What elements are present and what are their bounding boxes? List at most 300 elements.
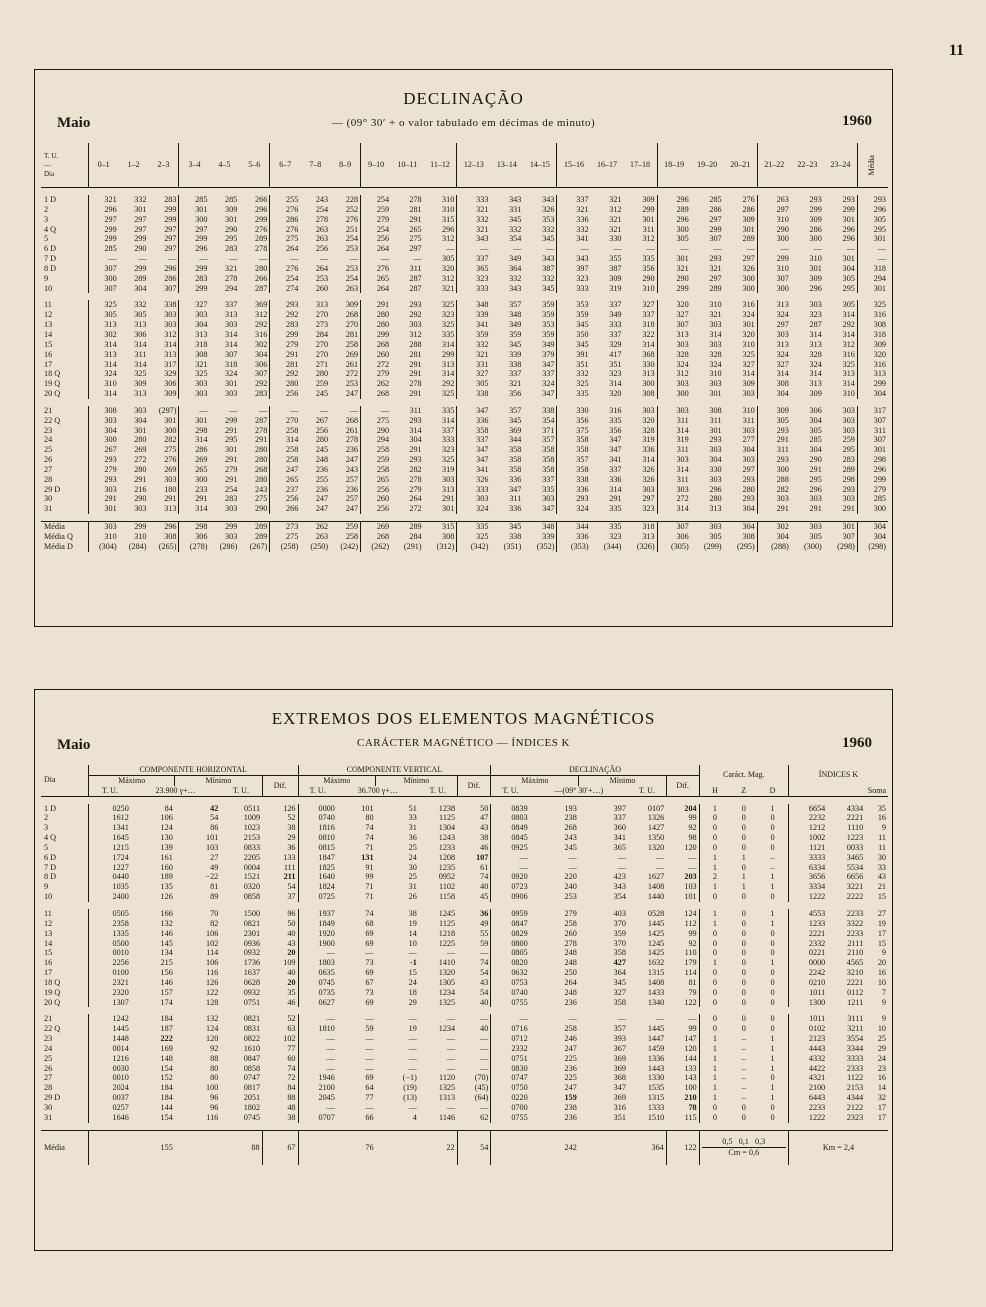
value-cell: 154 xyxy=(160,1112,173,1122)
value-cell: 310 xyxy=(642,283,655,293)
value-cell: 304 xyxy=(88,426,119,436)
value-cell: 312 xyxy=(255,310,268,320)
value-cell: 264 xyxy=(361,244,392,254)
value-cell: 96 xyxy=(210,1093,219,1103)
value-cell: 253 xyxy=(564,892,577,902)
value-cell: 1035 xyxy=(89,882,131,892)
value-cell: 99 xyxy=(688,813,697,823)
value-cell: 300 xyxy=(742,283,755,293)
value-cell: 297 xyxy=(134,224,147,234)
value-cell: 337 xyxy=(609,464,622,474)
table-row xyxy=(41,465,888,475)
summary-cell: 344 xyxy=(557,522,591,532)
tu-header: T. U. xyxy=(298,786,337,796)
day-label: 17 xyxy=(44,968,53,978)
value-cell: 304 xyxy=(842,263,855,273)
value-cell: 357 xyxy=(613,1024,626,1034)
value-cell: — xyxy=(546,244,555,254)
value-cell: 16 xyxy=(877,813,886,823)
value-cell: 272 xyxy=(657,494,691,504)
value-cell: 323 xyxy=(642,504,655,514)
value-cell: 33 xyxy=(408,813,417,823)
day-label: 2 xyxy=(44,813,49,823)
value-cell: 3334 xyxy=(788,882,827,892)
value-cell: 303 xyxy=(179,310,210,320)
value-cell: 307 xyxy=(255,369,268,379)
table-row xyxy=(41,330,888,340)
summary-cell: (299) xyxy=(703,541,722,551)
value-cell: 304 xyxy=(809,415,822,425)
value-cell: 0 xyxy=(741,892,746,902)
value-cell: 42 xyxy=(210,803,219,813)
value-cell: 46 xyxy=(287,997,296,1007)
value-cell: 307 xyxy=(757,274,791,284)
table-row xyxy=(41,968,888,978)
value-cell: 17 xyxy=(877,1112,886,1122)
value-cell: 338 xyxy=(164,300,177,310)
value-cell: 291 xyxy=(442,494,455,504)
value-cell: 71 xyxy=(365,842,374,852)
table-row xyxy=(41,939,888,949)
value-cell: 159 xyxy=(564,1093,577,1103)
value-cell: 276 xyxy=(255,224,268,234)
value-cell: — xyxy=(813,244,822,254)
value-cell: 3322 xyxy=(846,918,864,928)
value-cell: 283 xyxy=(255,389,268,399)
value-cell: 310 xyxy=(757,264,791,274)
value-cell: 280 xyxy=(255,263,268,273)
value-cell: 303 xyxy=(742,389,755,399)
value-cell: 263 xyxy=(315,234,329,244)
value-cell: 264 xyxy=(564,977,577,987)
value-cell: 0 xyxy=(699,948,730,958)
value-cell: 2045 xyxy=(298,1093,337,1103)
value-cell: 4553 xyxy=(788,909,827,919)
value-cell: 331 xyxy=(457,360,491,370)
value-cell: – xyxy=(741,1034,746,1044)
minimo-header: Mínimo xyxy=(579,775,666,785)
value-cell: 258 xyxy=(361,445,392,455)
value-cell: 324 xyxy=(742,310,755,320)
value-cell: 301 xyxy=(809,263,822,273)
value-cell: 16 xyxy=(877,968,886,978)
value-cell: 61 xyxy=(480,862,489,872)
value-cell: 0740 xyxy=(298,813,337,823)
summary-cell: 306 xyxy=(179,532,210,542)
value-cell: 324 xyxy=(457,504,491,514)
value-cell: 1802 xyxy=(243,1103,261,1112)
value-cell: — xyxy=(298,1014,337,1024)
value-cell: 0 xyxy=(741,977,746,987)
value-cell: 145 xyxy=(160,938,173,948)
value-cell: 51 xyxy=(408,803,417,813)
value-cell: 86 xyxy=(210,823,219,833)
summary-row xyxy=(41,542,888,552)
value-cell: 341 xyxy=(557,234,591,244)
declinacao-header: DECLINAÇÃO xyxy=(491,765,699,775)
value-cell: 300 xyxy=(164,425,177,435)
value-cell: 291 xyxy=(88,494,119,504)
value-cell: 16 xyxy=(877,1073,886,1083)
value-cell: 357 xyxy=(509,300,522,310)
value-cell: 321 xyxy=(225,263,238,273)
value-cell: 0030 xyxy=(89,1064,131,1074)
value-cell: 29 xyxy=(287,833,296,843)
minimo-header: Mínimo xyxy=(376,775,458,785)
value-cell: 286 xyxy=(179,445,210,455)
value-cell: 254 xyxy=(270,274,301,284)
value-cell: 287 xyxy=(409,273,422,283)
value-cell: 1 xyxy=(699,1064,730,1074)
value-cell: 341 xyxy=(609,455,622,465)
value-cell: 1810 xyxy=(298,1024,337,1034)
value-cell: 300 xyxy=(642,379,655,389)
value-cell: 330 xyxy=(557,406,591,416)
value-cell: 303 xyxy=(134,405,147,415)
value-cell: 314 xyxy=(842,310,855,320)
table-row xyxy=(41,998,888,1008)
value-cell: 356 xyxy=(557,416,591,426)
table-row xyxy=(41,1103,888,1113)
value-cell: 256 xyxy=(315,244,329,254)
summary-cell: 305 xyxy=(809,532,822,541)
value-cell: 304 xyxy=(409,435,422,445)
value-cell: 1341 xyxy=(89,823,131,833)
value-cell: 308 xyxy=(857,320,888,330)
day-label: 1 D xyxy=(44,803,57,813)
value-cell: 0 xyxy=(741,803,746,813)
table-row xyxy=(41,379,888,389)
value-cell: 292 xyxy=(442,379,455,389)
value-cell: 307 xyxy=(857,416,888,426)
value-cell: 264 xyxy=(409,494,422,504)
value-cell: 314 xyxy=(225,339,238,349)
value-cell: 2358 xyxy=(89,919,131,929)
value-cell: 0 xyxy=(741,908,746,918)
value-cell: 2153 xyxy=(243,833,261,843)
value-cell: 299 xyxy=(134,234,147,244)
value-cell: 290 xyxy=(809,455,822,465)
value-cell: 4321 xyxy=(788,1073,827,1083)
value-cell: 286 xyxy=(709,204,722,214)
value-cell: 301 xyxy=(134,425,147,435)
value-cell: 236 xyxy=(564,1063,577,1073)
value-cell: 23 xyxy=(877,1063,886,1073)
value-cell: 1 xyxy=(699,853,730,863)
value-cell: 325 xyxy=(442,455,455,465)
value-cell: 0635 xyxy=(298,968,337,978)
summary-row xyxy=(41,532,888,542)
value-cell: 228 xyxy=(345,195,359,204)
value-cell: 297 xyxy=(742,254,755,264)
value-cell: 0751 xyxy=(491,1054,530,1064)
value-cell: 0220 xyxy=(491,1093,530,1103)
caract-media-values: 0,5 0,1 0,3 xyxy=(702,1137,786,1148)
value-cell: 292 xyxy=(255,379,268,389)
value-cell: 310 xyxy=(742,405,755,415)
value-cell: 60 xyxy=(287,1053,296,1063)
summary-cell: 303 xyxy=(225,532,238,541)
summary-cell: 308 xyxy=(442,532,455,541)
value-cell: 247 xyxy=(315,494,329,504)
value-cell: 278 xyxy=(255,425,268,435)
value-cell: — xyxy=(617,862,626,872)
value-cell: 296 xyxy=(88,205,119,215)
value-cell: 358 xyxy=(542,455,555,465)
value-cell: 256 xyxy=(361,504,392,514)
summary-label: Média xyxy=(44,522,65,532)
value-cell: 25 xyxy=(877,1034,886,1044)
value-cell: 303 xyxy=(742,425,755,435)
value-cell: 0 xyxy=(741,1103,746,1112)
table-row xyxy=(41,406,888,416)
value-cell: 312 xyxy=(657,369,691,379)
value-cell: 96 xyxy=(287,908,296,918)
value-cell: 302 xyxy=(255,339,268,349)
value-cell: 332 xyxy=(457,340,491,350)
value-cell: 9 xyxy=(881,823,886,833)
value-cell: 260 xyxy=(361,350,392,360)
value-cell: 324 xyxy=(657,360,691,370)
value-cell: 291 xyxy=(361,300,392,310)
value-cell: 0 xyxy=(699,988,730,998)
value-cell: 32 xyxy=(877,1093,886,1103)
base-header: —(09° 30′+…) xyxy=(554,785,604,795)
value-cell: 0 xyxy=(770,1073,775,1083)
value-cell: — xyxy=(568,862,577,872)
value-cell: 303 xyxy=(842,415,855,425)
value-cell: 309 xyxy=(642,195,655,204)
declinacao-grid xyxy=(41,143,888,552)
value-cell: 359 xyxy=(557,310,591,320)
value-cell: 3221 xyxy=(846,882,864,892)
value-cell: 0221 xyxy=(788,948,827,958)
value-cell: 0500 xyxy=(89,939,131,949)
value-cell: 1 xyxy=(699,1073,730,1083)
value-cell: 321 xyxy=(442,283,455,293)
value-cell: 303 xyxy=(842,425,855,435)
summary-label: Média D xyxy=(44,541,73,551)
value-cell: 271 xyxy=(315,359,329,369)
hour-header: 12–13 xyxy=(457,143,491,188)
value-cell: 296 xyxy=(857,205,888,215)
value-cell: — xyxy=(688,862,697,872)
value-cell: 303 xyxy=(164,320,177,330)
summary-cell: (278) xyxy=(179,542,210,552)
extremos-table xyxy=(34,689,893,1251)
hour-header: 5–6 xyxy=(248,160,261,170)
value-cell: 146 xyxy=(160,977,173,987)
value-cell: 247 xyxy=(270,465,301,475)
value-cell: 131 xyxy=(361,852,374,862)
value-cell: 1218 xyxy=(438,928,456,938)
value-cell: 248 xyxy=(564,948,577,958)
value-cell: 1440 xyxy=(647,892,665,902)
value-cell: 291 xyxy=(225,455,238,465)
value-cell: 0817 xyxy=(243,1083,261,1093)
value-cell: 2221 xyxy=(788,929,827,939)
value-cell: 305 xyxy=(842,300,855,310)
hour-header: 7–8 xyxy=(309,160,322,170)
value-cell: 293 xyxy=(757,426,791,436)
value-cell: 304 xyxy=(179,320,210,330)
value-cell: 270 xyxy=(315,310,329,320)
hour-header: 13–14 xyxy=(496,160,517,170)
value-cell: 330 xyxy=(709,464,722,474)
value-cell: 25 xyxy=(408,842,417,852)
value-cell: 379 xyxy=(542,349,555,359)
value-cell: 9 xyxy=(881,997,886,1007)
value-cell: 314 xyxy=(742,369,755,379)
value-cell: 353 xyxy=(542,320,555,330)
value-cell: 314 xyxy=(609,484,622,494)
value-cell: 358 xyxy=(557,465,591,475)
value-cell: 1158 xyxy=(439,892,456,902)
value-cell: 154 xyxy=(160,1063,173,1073)
value-cell: – xyxy=(741,1093,746,1103)
day-label: 19 Q xyxy=(44,379,61,389)
vertical-header: COMPONENTE VERTICAL xyxy=(298,765,491,775)
value-cell: 323 xyxy=(442,310,455,320)
value-cell: -1 xyxy=(409,958,417,968)
value-cell: 247 xyxy=(345,455,359,465)
value-cell: 293 xyxy=(757,455,791,465)
day-label: 23 xyxy=(44,425,53,435)
tu-header: T. U. xyxy=(429,785,446,795)
value-cell: — xyxy=(179,254,210,264)
table-row xyxy=(41,813,888,823)
day-label: 20 Q xyxy=(44,389,61,399)
value-cell: 281 xyxy=(409,349,422,359)
summary-cell: 313 xyxy=(642,532,655,541)
value-cell: 71 xyxy=(365,882,374,892)
value-cell: 1937 xyxy=(298,909,337,919)
value-cell: 27 xyxy=(877,908,886,918)
value-cell: 320 xyxy=(657,300,691,310)
value-cell: 1315 xyxy=(647,1093,665,1103)
value-cell: 73 xyxy=(365,958,374,968)
value-cell: 324 xyxy=(88,369,119,379)
value-cell: 297 xyxy=(409,244,422,254)
value-cell: 291 xyxy=(409,445,422,455)
value-cell: 303 xyxy=(164,474,177,484)
hour-header: 19–20 xyxy=(697,160,718,170)
value-cell: — xyxy=(365,1103,374,1112)
value-cell: 1849 xyxy=(298,919,337,929)
value-cell: — xyxy=(365,1034,374,1044)
day-header-part: T. U. xyxy=(44,151,59,160)
value-cell: – xyxy=(741,1083,746,1093)
value-cell: 332 xyxy=(509,273,522,283)
value-cell: 306 xyxy=(809,405,822,415)
value-cell: 1330 xyxy=(647,1073,665,1083)
value-cell: 305 xyxy=(842,273,855,283)
value-cell: 74 xyxy=(365,833,374,843)
value-cell: 314 xyxy=(809,369,822,379)
value-cell: 289 xyxy=(842,464,855,474)
summary-cell: (258) xyxy=(270,542,301,552)
value-cell: 1245 xyxy=(647,938,665,948)
value-cell: 313 xyxy=(164,349,177,359)
value-cell: 275 xyxy=(409,234,422,244)
value-cell: 300 xyxy=(88,435,119,445)
day-label: 26 xyxy=(44,1063,53,1073)
value-cell: 1223 xyxy=(846,833,864,843)
value-cell: — xyxy=(138,254,147,264)
summary-row xyxy=(41,522,888,532)
summary-cell: 296 xyxy=(164,522,177,532)
value-cell: 345 xyxy=(542,283,555,293)
value-cell: 279 xyxy=(361,369,392,379)
value-cell: 337 xyxy=(609,300,622,310)
day-label: 4 Q xyxy=(44,224,57,234)
value-cell: 261 xyxy=(345,425,359,435)
day-label: 11 xyxy=(44,908,52,918)
value-cell: 314 xyxy=(134,359,147,369)
value-cell: 0815 xyxy=(298,843,337,853)
value-cell: 290 xyxy=(657,274,691,284)
value-cell: 0755 xyxy=(491,1113,530,1123)
value-cell: 325 xyxy=(179,369,210,379)
value-cell: 240 xyxy=(564,882,577,892)
value-cell: 311 xyxy=(857,426,888,436)
value-cell: 70 xyxy=(210,908,219,918)
value-cell: 63 xyxy=(287,1024,296,1034)
value-cell: 73 xyxy=(365,987,374,997)
value-cell: 304 xyxy=(742,504,755,514)
value-cell: 280 xyxy=(361,310,392,320)
value-cell: 339 xyxy=(509,349,522,359)
value-cell: 299 xyxy=(809,204,822,214)
value-cell: 24 xyxy=(408,977,417,987)
value-cell: 1 xyxy=(741,852,746,862)
value-cell: 2051 xyxy=(243,1093,261,1103)
value-cell: 166 xyxy=(160,908,173,918)
value-cell: — xyxy=(491,853,530,863)
value-cell: 0 xyxy=(741,813,746,823)
value-cell: 391 xyxy=(557,350,591,360)
value-cell: 359 xyxy=(509,329,522,339)
value-cell: 316 xyxy=(613,1103,626,1112)
value-cell: 397 xyxy=(557,264,591,274)
value-cell: 110 xyxy=(684,948,697,958)
day-label: 27 xyxy=(44,464,53,474)
value-cell: 2123 xyxy=(788,1034,827,1044)
value-cell: 293 xyxy=(409,300,422,310)
summary-cell: 318 xyxy=(642,522,655,532)
value-cell: 52 xyxy=(287,813,296,823)
value-cell: 299 xyxy=(857,475,888,485)
value-cell: 278 xyxy=(345,435,359,445)
day-label: 24 xyxy=(44,1043,53,1053)
value-cell: 1425 xyxy=(647,928,665,938)
day-label: 29 D xyxy=(44,1093,61,1103)
dia-header: Dia xyxy=(44,775,56,785)
day-label: 6 D xyxy=(44,244,57,254)
value-cell: – xyxy=(741,1043,746,1053)
value-cell: 50 xyxy=(480,803,489,813)
value-cell: 335 xyxy=(609,415,622,425)
value-cell: 2320 xyxy=(89,988,131,998)
value-cell: 311 xyxy=(657,416,691,426)
value-cell: 364 xyxy=(509,263,522,273)
value-cell: 289 xyxy=(657,205,691,215)
value-cell: 291 xyxy=(809,504,822,514)
value-cell: 260 xyxy=(315,283,329,293)
value-cell: 254 xyxy=(345,234,359,244)
value-cell: 317 xyxy=(164,359,177,369)
value-cell: 299 xyxy=(179,284,210,294)
